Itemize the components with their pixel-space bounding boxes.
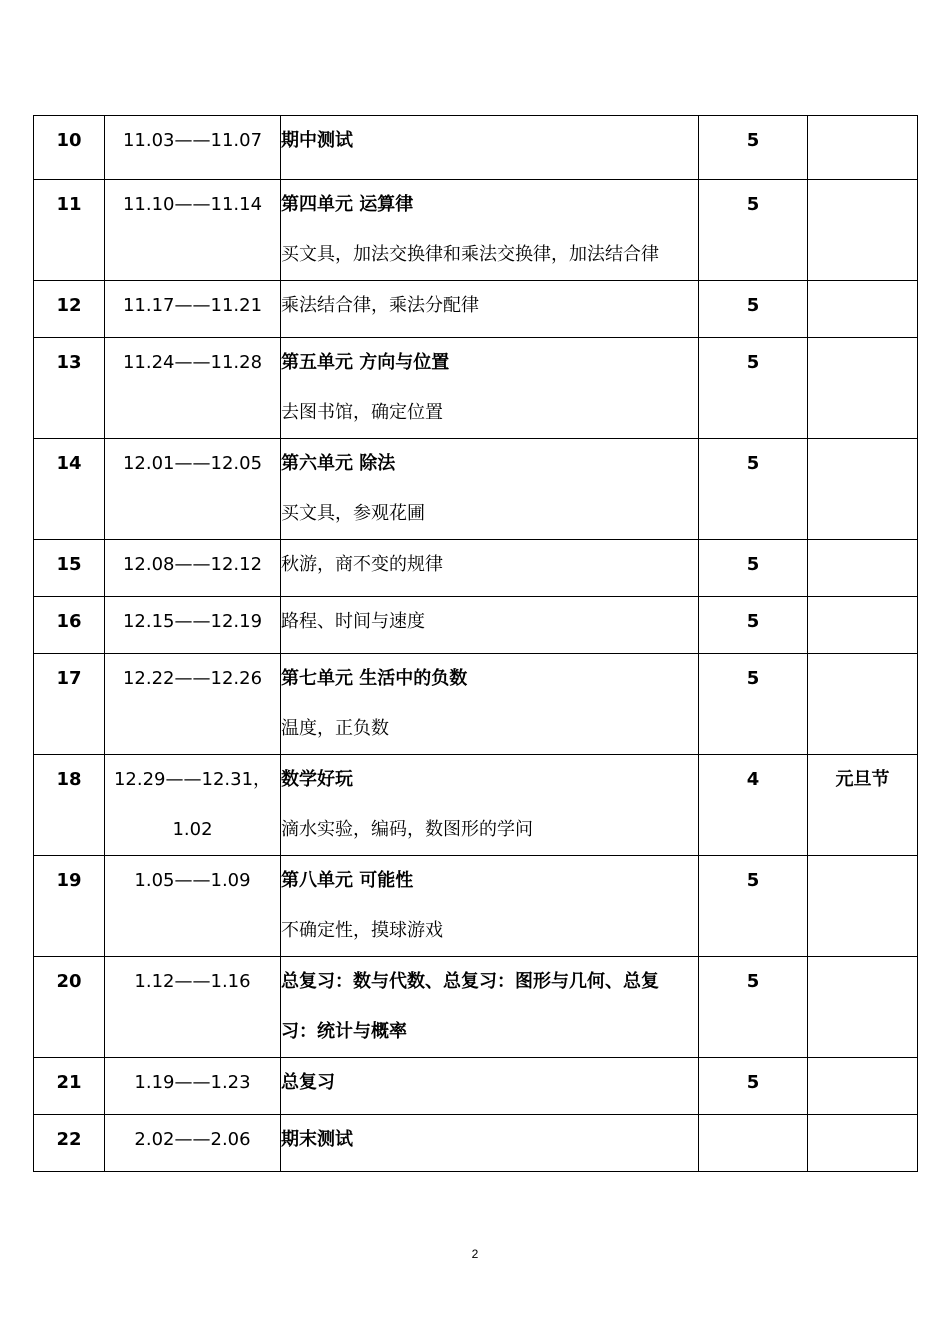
date-cell: 1.12——1.16 [105,957,281,1058]
table-row [34,180,918,281]
note-cell: 元旦节 [808,755,918,856]
content-line: 买文具，参观花圃 [281,503,425,524]
table-row [34,597,918,654]
note-cell [808,180,918,281]
schedule-table [33,115,918,1172]
note-cell [808,1058,918,1115]
content-line: 不确定性，摸球游戏 [281,920,443,941]
week-cell: 11 [34,180,105,281]
date-cell: 1.05——1.09 [105,856,281,957]
week-cell: 22 [34,1115,105,1172]
date-cell: 12.01——12.05 [105,439,281,540]
page-number: 2 [471,1247,479,1261]
content-line: 总复习 [281,1072,335,1093]
hours-cell: 5 [699,856,808,957]
table-row [34,654,918,755]
unit-title: 第四单元 运算律 [281,194,414,215]
content-line: 期末测试 [281,1129,353,1150]
date-cell: 1.19——1.23 [105,1058,281,1115]
hours-cell: 5 [699,116,808,180]
content-cell [281,957,699,1058]
content-line: 总复习：数与代数、总复习：图形与几何、总复 [281,971,659,992]
hours-cell: 5 [699,597,808,654]
content-cell [281,755,699,856]
week-cell: 16 [34,597,105,654]
content-cell [281,1058,699,1115]
content-cell [281,1115,699,1172]
date-line: 1.02 [172,819,213,840]
content-cell [281,338,699,439]
content-cell [281,540,699,597]
table-row [34,338,918,439]
date-cell: 11.17——11.21 [105,281,281,338]
unit-title: 第七单元 生活中的负数 [281,668,468,689]
hours-cell: 5 [699,540,808,597]
week-cell: 15 [34,540,105,597]
content-line: 秋游，商不变的规律 [281,554,443,575]
hours-cell: 5 [699,439,808,540]
week-cell: 13 [34,338,105,439]
note-cell [808,540,918,597]
content-cell [281,281,699,338]
content-cell [281,654,699,755]
unit-title: 第五单元 方向与位置 [281,352,450,373]
hours-cell: 5 [699,281,808,338]
week-cell: 14 [34,439,105,540]
table-row [34,957,918,1058]
date-line: 12.29——12.31， [113,769,272,790]
content-cell [281,116,699,180]
date-cell: 12.08——12.12 [105,540,281,597]
week-cell: 17 [34,654,105,755]
note-cell [808,439,918,540]
table-row [34,1058,918,1115]
date-cell: 2.02——2.06 [105,1115,281,1172]
content-cell [281,439,699,540]
content-cell [281,597,699,654]
hours-cell: 5 [699,1058,808,1115]
note-cell [808,338,918,439]
table-row [34,540,918,597]
content-line: 去图书馆，确定位置 [281,402,443,423]
hours-cell: 5 [699,338,808,439]
date-cell: 11.24——11.28 [105,338,281,439]
week-cell: 12 [34,281,105,338]
date-cell [105,755,281,856]
content-line: 习：统计与概率 [281,1021,407,1042]
note-cell [808,856,918,957]
table-row [34,439,918,540]
note-cell [808,116,918,180]
unit-title: 第六单元 除法 [281,453,396,474]
content-cell [281,856,699,957]
table-row [34,856,918,957]
week-cell: 20 [34,957,105,1058]
table-row [34,1115,918,1172]
hours-cell: 5 [699,957,808,1058]
unit-title: 第八单元 可能性 [281,870,414,891]
table-row [34,281,918,338]
date-cell: 12.22——12.26 [105,654,281,755]
hours-cell: 5 [699,654,808,755]
unit-title: 数学好玩 [281,769,353,790]
hours-cell: 4 [699,755,808,856]
date-cell: 11.03——11.07 [105,116,281,180]
content-line: 滴水实验，编码，数图形的学问 [281,819,533,840]
content-line: 买文具，加法交换律和乘法交换律，加法结合律 [281,244,659,265]
table-row [34,755,918,856]
date-cell: 11.10——11.14 [105,180,281,281]
content-line: 期中测试 [281,130,353,151]
week-cell: 19 [34,856,105,957]
week-cell: 21 [34,1058,105,1115]
table-row [34,116,918,180]
content-line: 路程、时间与速度 [281,611,425,632]
note-cell [808,1115,918,1172]
week-cell: 18 [34,755,105,856]
note-cell [808,597,918,654]
note-cell [808,957,918,1058]
content-line: 温度，正负数 [281,718,389,739]
note-cell [808,654,918,755]
content-line: 乘法结合律，乘法分配律 [281,295,479,316]
note-cell [808,281,918,338]
week-cell: 10 [34,116,105,180]
date-cell: 12.15——12.19 [105,597,281,654]
hours-cell [699,1115,808,1172]
hours-cell: 5 [699,180,808,281]
content-cell [281,180,699,281]
